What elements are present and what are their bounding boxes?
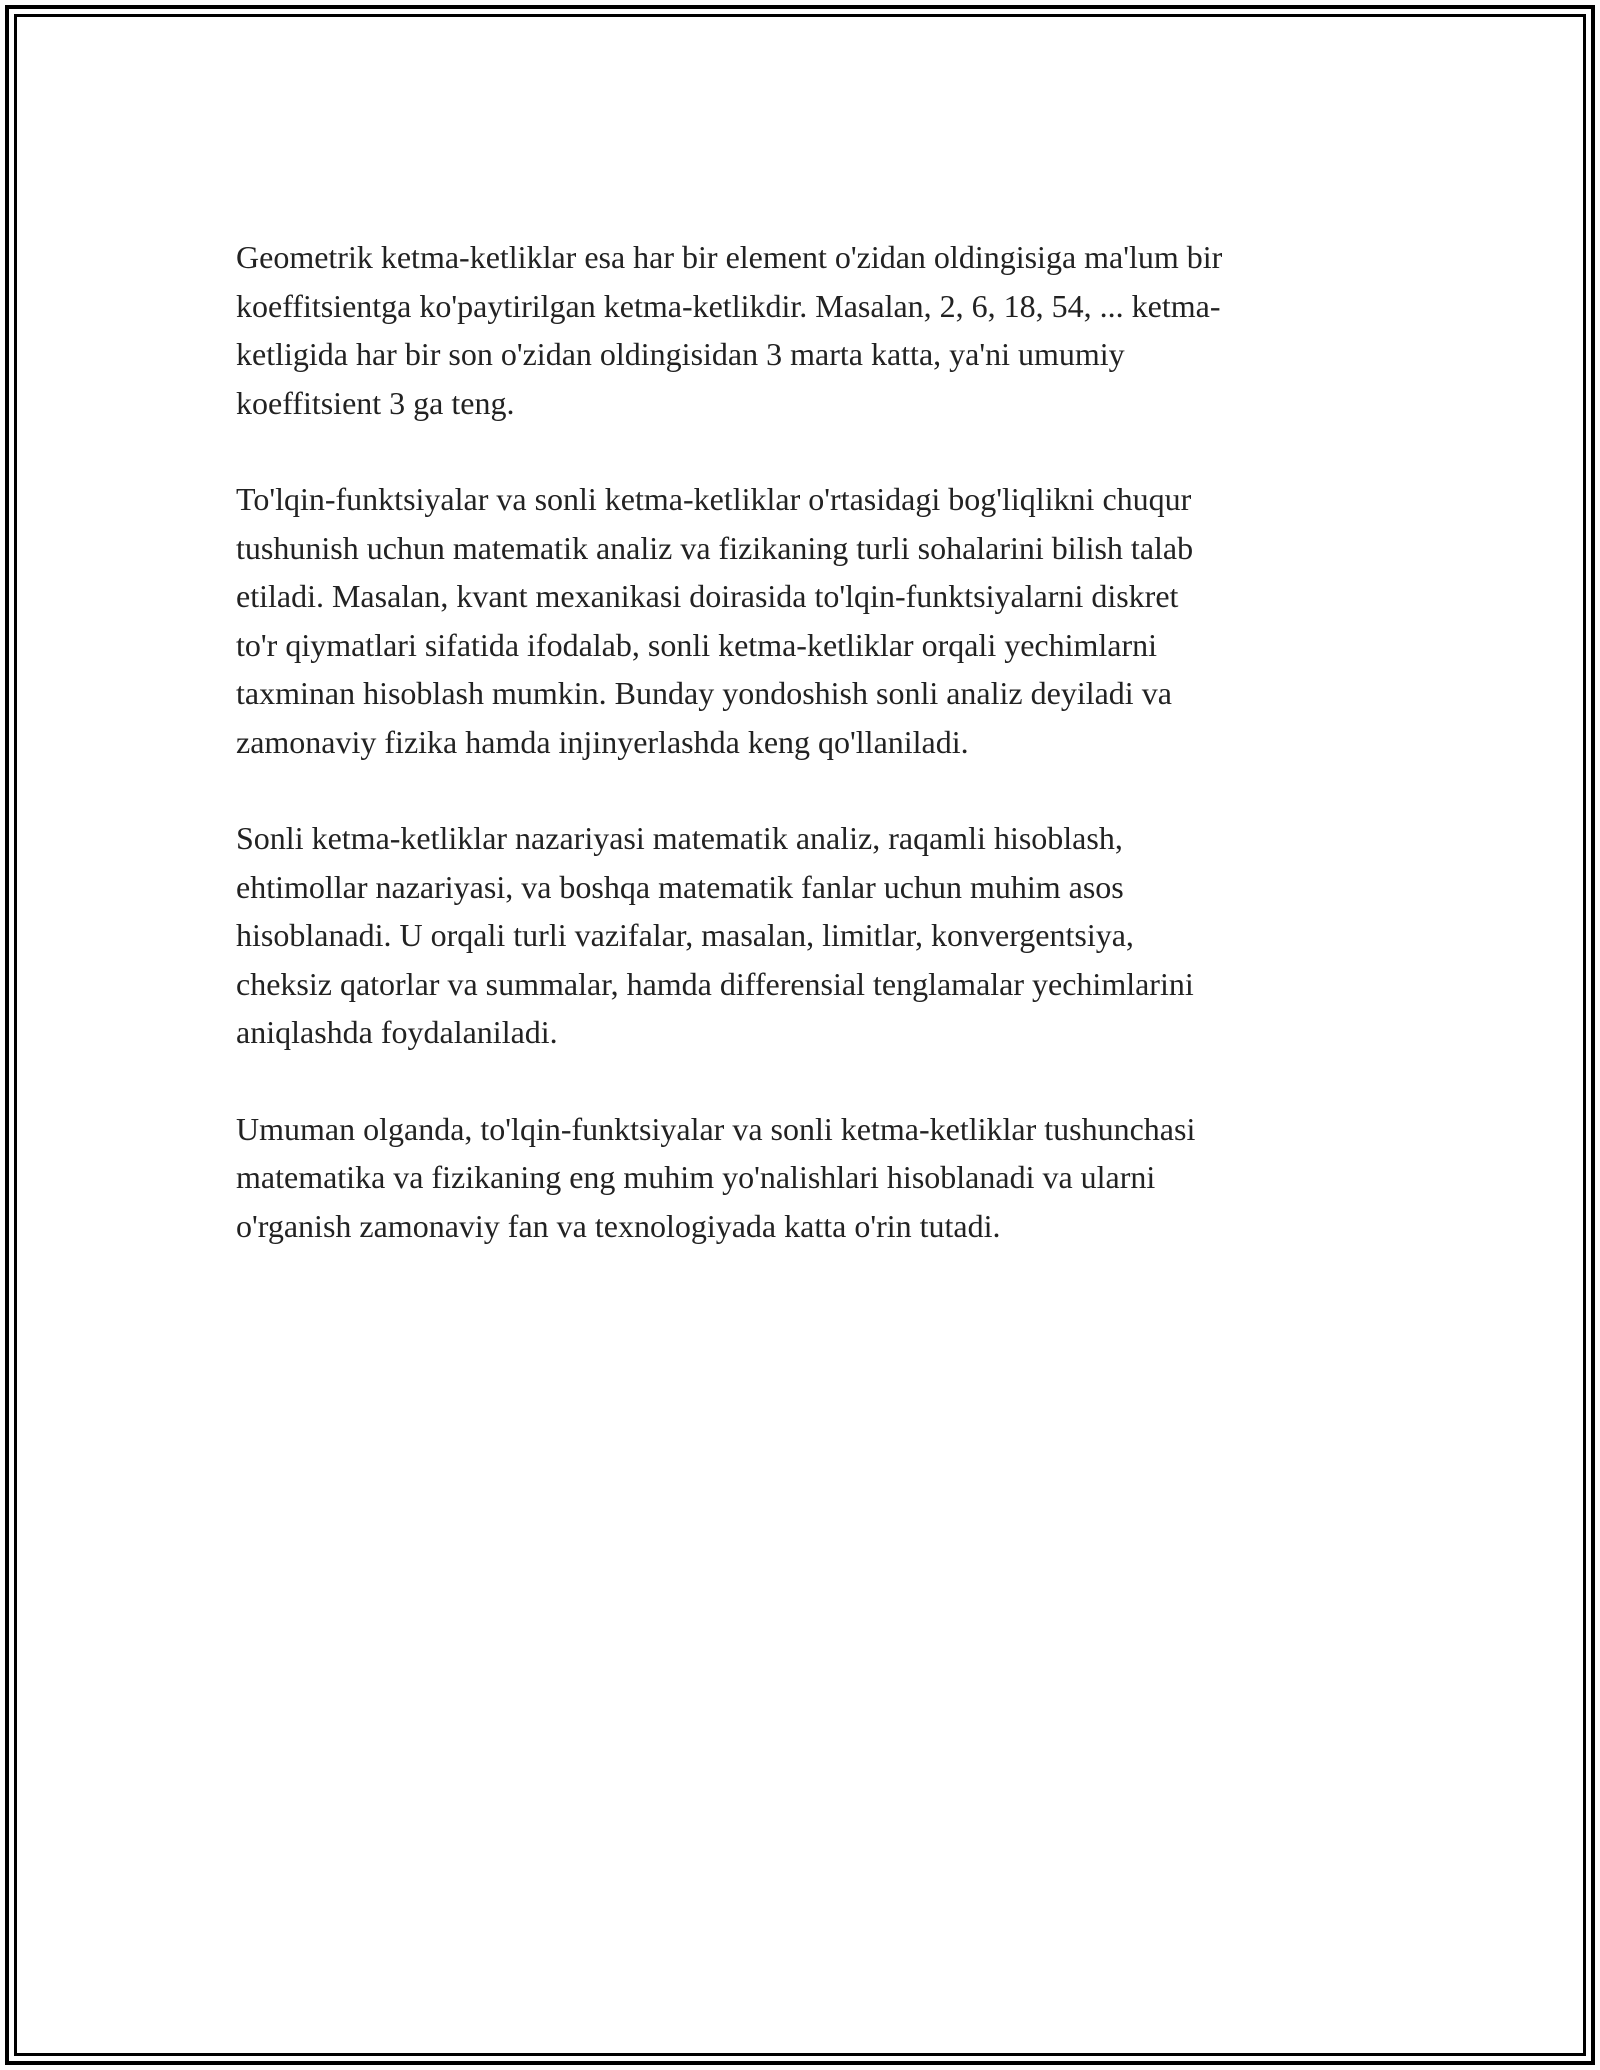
text-line: aniqlashda foydalaniladi. (236, 1014, 558, 1050)
text-line: to'r qiymatlari sifatida ifodalab, sonli ketma-ketliklar orqali yechimlarni (236, 626, 1158, 663)
text-line: ehtimollar nazariyasi, va boshqa matematik fanlar uchun muhim asos (236, 868, 1124, 905)
text-line: ketligida har bir son o'zidan oldingisidan 3 marta katta, ya'ni umumiy (236, 336, 1125, 372)
text-line: koeffitsient 3 ga teng. (236, 384, 515, 421)
text-line: matematika va fizikaning eng muhim yo'nalishlari hisoblanadi va ularni (236, 1159, 1156, 1195)
text-line: Umuman olganda, to'lqin-funktsiyalar va sonli ketma-ketliklar tushunchasi (236, 1110, 1196, 1147)
paragraph-geometric-sequences (236, 233, 1396, 427)
text-line: To'lqin-funktsiyalar va sonli ketma-ketliklar o'rtasidagi bog'liqlikni chuqur (236, 481, 1192, 517)
paragraph-conclusion (236, 1105, 1396, 1251)
text-line: cheksiz qatorlar va summalar, hamda differensial tenglamalar yechimlarini (236, 965, 1194, 1002)
text-line: o'rganish zamonaviy fan va texnologiyada katta o'rin tutadi. (236, 1207, 1001, 1244)
document-body (236, 233, 1396, 1298)
text-line: hisoblanadi. U orqali turli vazifalar, masalan, limitlar, konvergentsiya, (236, 917, 1134, 953)
paragraph-sequence-theory (236, 814, 1396, 1057)
text-line: koeffitsientga ko'paytirilgan ketma-ketlikdir. Masalan, 2, 6, 18, 54, ... ketma- (236, 287, 1221, 324)
paragraph-wave-functions (236, 475, 1396, 766)
text-line: Sonli ketma-ketliklar nazariyasi matematik analiz, raqamli hisoblash, (236, 820, 1123, 856)
text-line: taxminan hisoblash mumkin. Bunday yondoshish sonli analiz deyiladi va (236, 675, 1172, 711)
text-line: zamonaviy fizika hamda injinyerlashda keng qo'llaniladi. (236, 723, 969, 760)
text-line: Geometrik ketma-ketliklar esa har bir element o'zidan oldingisiga ma'lum bir (236, 239, 1223, 275)
text-line: tushunish uchun matematik analiz va fizikaning turli sohalarini bilish talab (236, 529, 1194, 566)
text-line: etiladi. Masalan, kvant mexanikasi doirasida to'lqin-funktsiyalarni diskret (236, 578, 1179, 614)
